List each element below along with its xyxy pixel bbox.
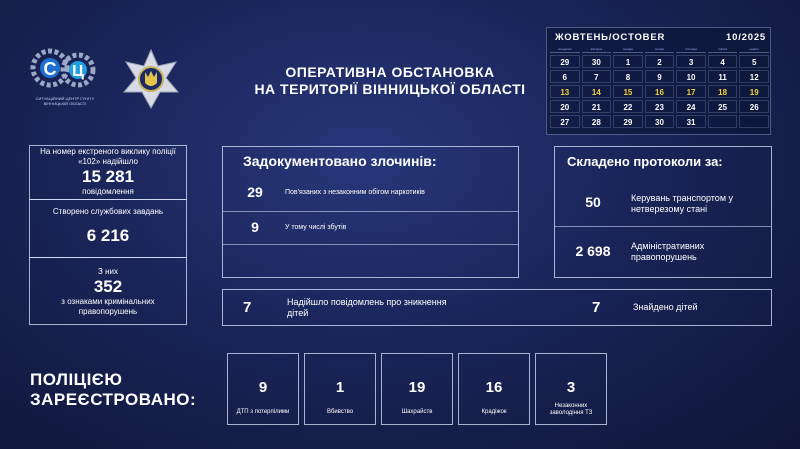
protocol-label: Адміністративних правопорушень xyxy=(631,241,705,262)
crimes-heading: Задокументовано злочинів: xyxy=(243,153,437,169)
children-panel xyxy=(222,289,772,326)
calendar-day: 21 xyxy=(582,100,612,113)
crimes-panel xyxy=(222,146,519,278)
calendar-day: 18 xyxy=(708,85,738,98)
calls-text: На номер екстреного виклику поліції «102» надійшло xyxy=(40,147,176,166)
tile-label: Крадіжок xyxy=(481,409,507,415)
calendar-day: 19 xyxy=(739,85,769,98)
calendar-day xyxy=(739,115,769,128)
police-star-emblem xyxy=(118,48,184,110)
crime-value: 29 xyxy=(247,184,263,200)
title-line-1: ОПЕРАТИВНА ОБСТАНОВКА xyxy=(285,64,495,80)
calendar-weekday: понеділок xyxy=(550,46,580,53)
calendar-period: 10/2025 xyxy=(726,32,766,43)
tasks-value: 6 216 xyxy=(86,226,130,245)
calendar-day: 12 xyxy=(739,70,769,83)
tile-label: ДТП з потерпілими xyxy=(236,409,290,415)
tile-value: 1 xyxy=(335,379,345,396)
tile-value: 9 xyxy=(258,379,268,396)
tile-label: Вбивство xyxy=(326,409,354,415)
calendar-day: 14 xyxy=(582,85,612,98)
calendar-day: 20 xyxy=(550,100,580,113)
criminal-value: 352 xyxy=(93,277,123,296)
calendar-day: 15 xyxy=(613,85,643,98)
calendar-day: 30 xyxy=(582,55,612,68)
police-star-icon xyxy=(118,48,184,110)
logo-caption: СИТУАЦІЙНИЙ ЦЕНТР ГУНП У ВІННИЦЬКІЙ ОБЛАСТІ xyxy=(35,96,95,106)
calendar-day: 24 xyxy=(676,100,706,113)
registered-title xyxy=(30,370,196,410)
tasks-text: Створено службових завдань xyxy=(52,207,164,216)
calendar-day: 28 xyxy=(582,115,612,128)
title-line-2: НА ТЕРИТОРІЇ ВІННИЦЬКОЇ ОБЛАСТІ xyxy=(254,81,526,97)
calendar-day xyxy=(708,115,738,128)
situation-center-logo xyxy=(28,44,102,110)
criminal-panel xyxy=(29,257,187,325)
crime-label: Пов'язаних з незаконним обігом наркотиків xyxy=(285,189,425,196)
calendar-day: 31 xyxy=(676,115,706,128)
svg-text:С: С xyxy=(43,59,57,79)
protocols-panel xyxy=(554,146,772,278)
tile-label: Шахрайств xyxy=(401,409,433,415)
tasks-panel xyxy=(29,199,187,258)
calendar-weekday: п'ятниця xyxy=(676,46,706,53)
registered-tile xyxy=(458,353,530,425)
found-children-value: 7 xyxy=(592,299,601,316)
tile-value: 3 xyxy=(566,379,576,396)
calendar-day: 29 xyxy=(550,55,580,68)
protocol-value: 2 698 xyxy=(575,243,611,259)
calendar-day: 7 xyxy=(582,70,612,83)
calendar-day: 30 xyxy=(645,115,675,128)
calendar-day: 23 xyxy=(645,100,675,113)
calendar-weekday: субота xyxy=(708,46,738,53)
calendar-day: 4 xyxy=(708,55,738,68)
calendar-day: 10 xyxy=(676,70,706,83)
calendar-day: 22 xyxy=(613,100,643,113)
calendar-day: 27 xyxy=(550,115,580,128)
calendar-day: 8 xyxy=(613,70,643,83)
calendar-weekday: четвер xyxy=(645,46,675,53)
criminal-text: з ознаками кримінальних правопорушень xyxy=(61,297,155,316)
tile-value: 16 xyxy=(485,379,503,396)
protocol-value: 50 xyxy=(585,194,601,210)
calendar-weekday: середа xyxy=(613,46,643,53)
gear-logo-icon xyxy=(28,44,102,96)
calendar-day: 6 xyxy=(550,70,580,83)
calendar-day: 26 xyxy=(739,100,769,113)
calendar-day: 1 xyxy=(613,55,643,68)
calendar-day: 9 xyxy=(645,70,675,83)
svg-text:Ц: Ц xyxy=(72,63,84,80)
calendar-day: 13 xyxy=(550,85,580,98)
registered-tile xyxy=(227,353,299,425)
registered-tile xyxy=(304,353,376,425)
tile-value: 19 xyxy=(408,379,426,396)
calendar-grid xyxy=(550,46,769,128)
missing-children-label: Надійшло повідомлень про зникнення дітей xyxy=(287,297,447,318)
calendar-day: 2 xyxy=(645,55,675,68)
calendar-day: 16 xyxy=(645,85,675,98)
calls-unit: повідомлення xyxy=(82,187,134,196)
calls-panel xyxy=(29,145,187,200)
tile-label: Незаконних заволодіння ТЗ xyxy=(549,403,593,416)
calendar-day: 29 xyxy=(613,115,643,128)
calendar-day: 3 xyxy=(676,55,706,68)
protocol-row xyxy=(555,226,771,278)
crime-value: 9 xyxy=(251,219,259,235)
calendar-day: 5 xyxy=(739,55,769,68)
protocol-row xyxy=(555,177,771,226)
calendar-header xyxy=(555,32,766,44)
registered-tile xyxy=(381,353,453,425)
calendar-day: 25 xyxy=(708,100,738,113)
crime-row-empty xyxy=(223,244,518,278)
calendar-day: 11 xyxy=(708,70,738,83)
registered-tile xyxy=(535,353,607,425)
missing-children-value: 7 xyxy=(243,299,252,316)
registered-title-line-2: ЗАРЕЄСТРОВАНО: xyxy=(30,390,197,409)
found-children-label: Знайдено дітей xyxy=(633,302,698,312)
protocol-label: Керувань транспортом у нетверезому стані xyxy=(631,193,734,214)
crime-row xyxy=(223,211,518,244)
registered-title-line-1: ПОЛІЦІЄЮ xyxy=(30,370,123,389)
calendar-weekday: вівторок xyxy=(582,46,612,53)
calendar-weekday: неділя xyxy=(739,46,769,53)
page-title xyxy=(230,64,550,98)
calendar-month: ЖОВТЕНЬ/OCTOBER xyxy=(555,32,666,43)
calendar xyxy=(546,27,771,135)
crime-row xyxy=(223,174,518,211)
calendar-day: 17 xyxy=(676,85,706,98)
protocols-heading: Складено протоколи за: xyxy=(567,154,723,169)
of-them-label: З них xyxy=(98,267,118,276)
calls-value: 15 281 xyxy=(82,167,134,186)
crime-label: У тому числі збутів xyxy=(285,224,347,231)
